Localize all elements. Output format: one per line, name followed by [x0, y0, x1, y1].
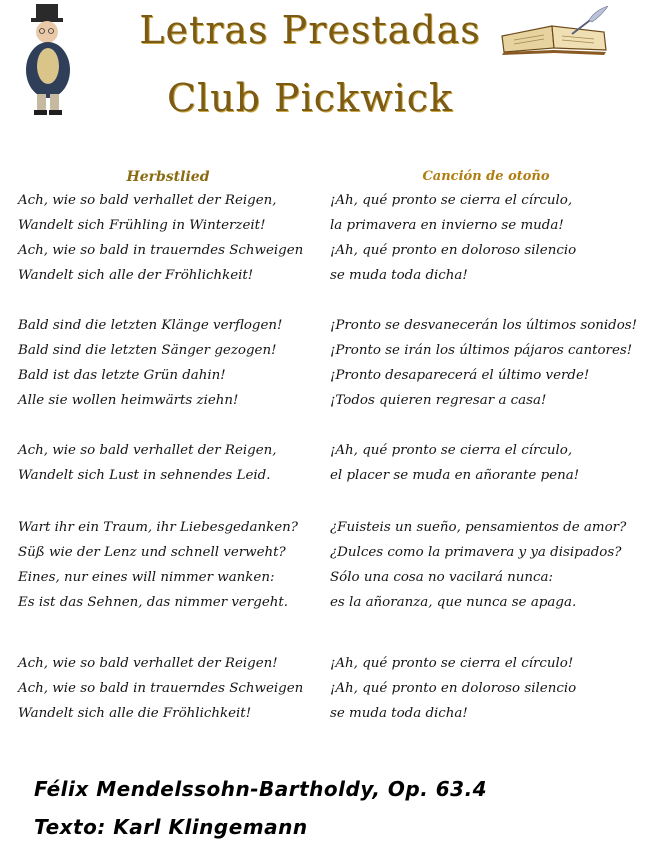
german-line: Wandelt sich Lust in sehnendes Leid. — [18, 468, 271, 483]
german-line: Ach, wie so bald in trauerndes Schweigen — [18, 681, 304, 696]
spanish-line: ¡Todos quieren regresar a casa! — [330, 393, 547, 408]
spanish-line: el placer se muda en añorante pena! — [330, 468, 580, 483]
spanish-line: ¡Pronto se irán los últimos pájaros cantores! — [330, 343, 633, 358]
spanish-stanza — [330, 515, 648, 615]
spanish-line: Sólo una cosa no vacilará nunca: — [330, 570, 554, 585]
spanish-line: ¿Fuisteis un sueño, pensamientos de amor? — [330, 520, 627, 535]
site-title-line1: Letras Prestadas — [139, 8, 481, 52]
german-line: Wandelt sich alle die Fröhlichkeit! — [18, 706, 252, 721]
german-line: Wandelt sich Frühling in Winterzeit! — [18, 218, 266, 233]
spanish-line: ¿Dulces como la primavera y ya disipados? — [330, 545, 622, 560]
german-stanza — [18, 188, 323, 288]
spanish-line: ¡Ah, qué pronto se cierra el círculo, — [330, 193, 573, 208]
german-line: Wart ihr ein Traum, ihr Liebesgedanken? — [18, 520, 298, 535]
spanish-stanza — [330, 651, 648, 726]
spanish-stanza — [330, 313, 648, 413]
spanish-line: ¡Ah, qué pronto se cierra el círculo, — [330, 443, 573, 458]
german-line: Alle sie wollen heimwärts ziehn! — [18, 393, 239, 408]
spanish-column — [330, 166, 648, 726]
german-line: Süß wie der Lenz und schnell verweht? — [18, 545, 286, 560]
pickwick-portrait-image — [14, 4, 84, 122]
german-line: Es ist das Sehnen, das nimmer vergeht. — [18, 595, 289, 610]
spanish-line: es la añoranza, que nunca se apaga. — [330, 595, 577, 610]
spanish-line: ¡Ah, qué pronto en doloroso silencio — [330, 243, 577, 258]
spanish-line: se muda toda dicha! — [330, 706, 468, 721]
german-stanza — [18, 515, 323, 615]
spanish-line: ¡Pronto desaparecerá el último verde! — [330, 368, 590, 383]
german-stanza — [18, 651, 323, 726]
spanish-stanza — [330, 438, 648, 488]
page-header — [0, 0, 650, 130]
spanish-heading: Canción de otoño — [422, 169, 550, 184]
german-stanza — [18, 313, 323, 413]
open-book-icon — [494, 6, 614, 56]
german-line: Wandelt sich alle der Fröhlichkeit! — [18, 268, 254, 283]
german-line: Bald sind die letzten Klänge verflogen! — [18, 318, 283, 333]
german-line: Ach, wie so bald verhallet der Reigen! — [18, 656, 278, 671]
german-line: Ach, wie so bald in trauerndes Schweigen — [18, 243, 304, 258]
german-stanza — [18, 438, 323, 488]
german-line: Bald ist das letzte Grün dahin! — [18, 368, 226, 383]
site-title-line2: Club Pickwick — [166, 76, 454, 120]
german-line: Ach, wie so bald verhallet der Reigen, — [18, 443, 277, 458]
lyricist-credit: Texto: Karl Klingemann — [34, 815, 308, 839]
spanish-line: se muda toda dicha! — [330, 268, 468, 283]
german-column — [18, 166, 323, 726]
composer-credit: Félix Mendelssohn-Bartholdy, Op. 63.4 — [34, 777, 488, 801]
german-line: Bald sind die letzten Sänger gezogen! — [18, 343, 277, 358]
german-line: Eines, nur eines will nimmer wanken: — [18, 570, 275, 585]
spanish-line: ¡Pronto se desvanecerán los últimos sonidos! — [330, 318, 638, 333]
spanish-stanza — [330, 188, 648, 288]
spanish-line: ¡Ah, qué pronto se cierra el círculo! — [330, 656, 574, 671]
german-line: Ach, wie so bald verhallet der Reigen, — [18, 193, 277, 208]
german-heading: Herbstlied — [126, 169, 210, 185]
spanish-line: la primavera en invierno se muda! — [330, 218, 564, 233]
spanish-line: ¡Ah, qué pronto en doloroso silencio — [330, 681, 577, 696]
